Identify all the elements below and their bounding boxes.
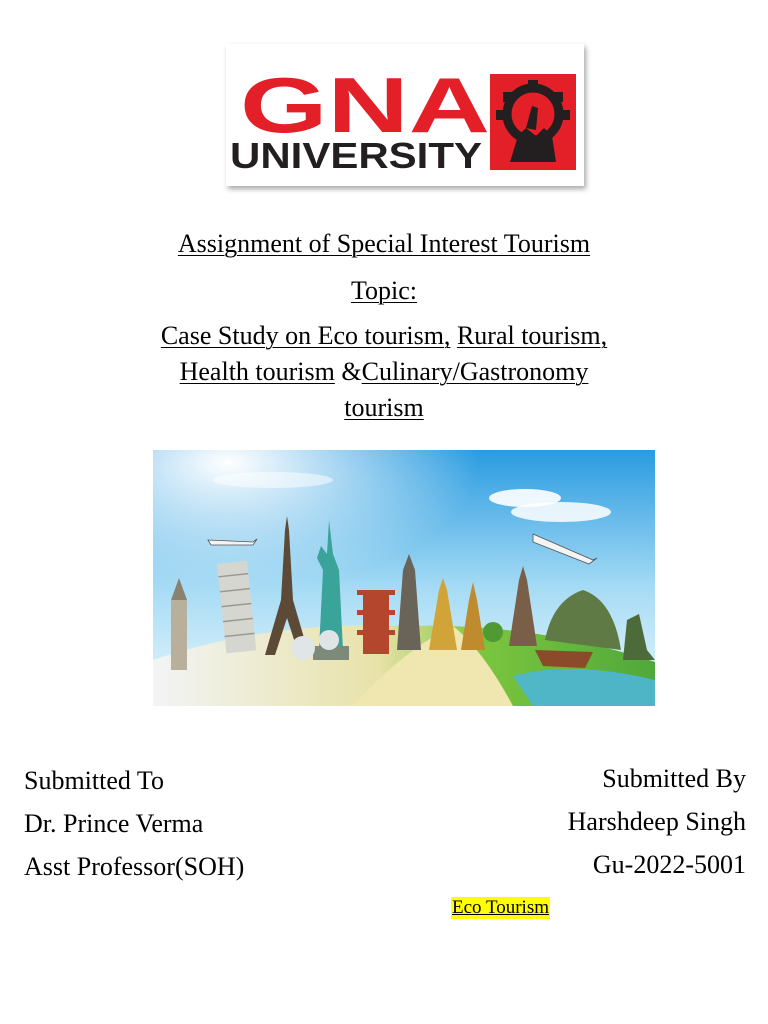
- topic-culinary: Culinary/Gastronomy: [361, 357, 589, 386]
- logo-text-gna: GNA: [240, 61, 490, 149]
- topic-line-2: [0, 354, 768, 390]
- topic-ampersand: &: [341, 357, 362, 386]
- topic-line-1: [0, 318, 768, 354]
- submitted-to-block: [24, 764, 244, 893]
- gear-hand-icon: [490, 74, 576, 170]
- submitted-by-heading: Submitted By: [602, 764, 746, 793]
- topic-health: Health tourism: [179, 357, 335, 386]
- topic-eco: Case Study on Eco tourism,: [160, 321, 451, 350]
- topic-rural: Rural tourism,: [456, 321, 608, 350]
- assignment-title-text: Assignment of Special Interest Tourism: [177, 229, 591, 258]
- section-heading-eco-tourism: Eco Tourism: [452, 897, 550, 918]
- university-logo: [226, 44, 584, 186]
- topic-label-text: Topic:: [350, 276, 418, 305]
- submitted-by-block: [568, 762, 746, 891]
- assignment-title: [0, 226, 768, 262]
- supervisor-name: Dr. Prince Verma: [24, 809, 204, 838]
- topic-label: [0, 273, 768, 309]
- student-name: Harshdeep Singh: [567, 807, 746, 836]
- logo-text-university: UNIVERSITY: [230, 135, 482, 176]
- travel-landmarks-image: [153, 450, 655, 706]
- student-id: Gu-2022-5001: [592, 850, 746, 879]
- submitted-to-heading: Submitted To: [24, 766, 164, 795]
- topic-tourism: tourism: [344, 393, 424, 422]
- supervisor-designation: Asst Professor(SOH): [24, 852, 245, 881]
- topic-line-3: [0, 390, 768, 426]
